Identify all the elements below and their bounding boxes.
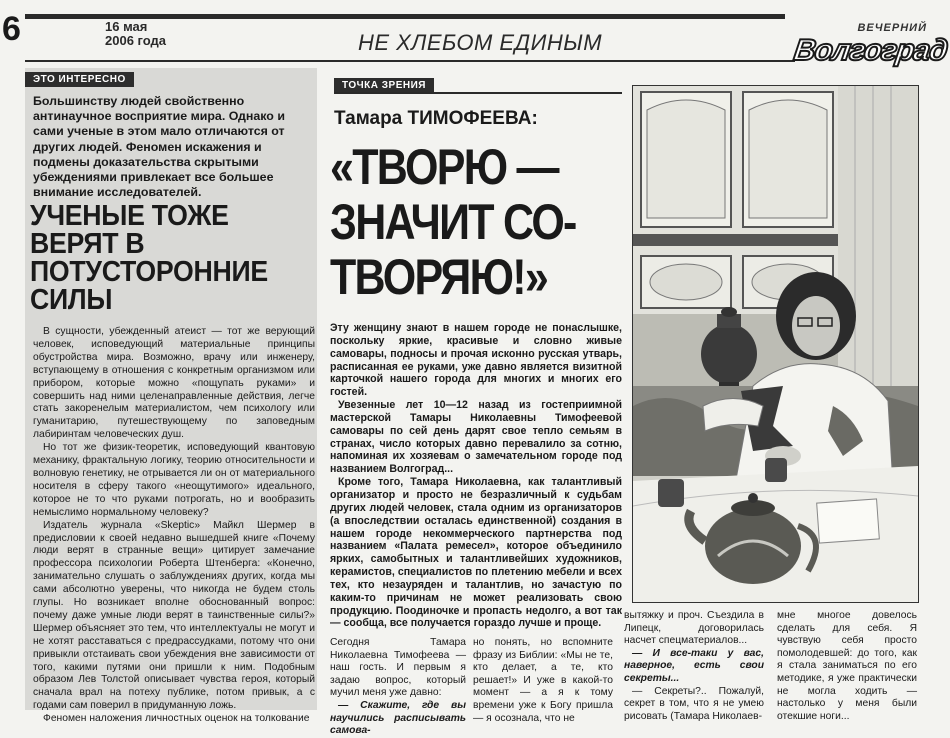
center-headline: «ТВОРЮ — ЗНАЧИТ СО-ТВОРЯЮ!» <box>330 139 576 305</box>
logo-title: Волгоград <box>791 34 950 67</box>
issue-date-day: 16 мая <box>105 19 148 34</box>
interview-column-4 <box>777 610 917 723</box>
issue-date-year: 2006 года <box>105 33 167 48</box>
article-photo <box>632 85 919 603</box>
interview-text: вытяжку и проч. Съездила в Липецк, договорилась насчет спецматериалов... <box>624 610 764 647</box>
center-paragraph: Кроме того, Тамара Николаевна, как талантливый организатор и просто не безразличный к судьбам других людей человек, стала одним из организаторов (а впоследствии осталась единственной) создания в нашем городе некоммерческого партнерства под названием «Палата ремесел», которое объединило ярких, самобытных и талантливейших художников, керамистов, специалистов по плетению мебели и всех тех, кто незауряден и талантлив, но зачастую по каким-то причинам не может реализовать свою продукцию. Поодиночке и пропасть недолго, а вот так — сообща, все получается гораздо лучше и проще. <box>330 476 622 630</box>
header-bottom-rule <box>25 60 795 62</box>
interview-column-1 <box>330 637 466 738</box>
center-paragraph: Увезенные лет 10—12 назад из гостеприимной мастерской Тамары Николаевны Тимофеевой самовары по сей день дарят свое тепло семьям в странах, число которых давно перевалило за сотню, напоминая их хозяевам о замечательном городе под названием Волгоград... <box>330 399 622 476</box>
left-paragraph: Издатель журнала «Skeptic» Майкл Шермер в предисловии к своей недавно вышедшей книге «Почему люди верят в странные вещи» цитирует замечание профессора психологии Роберта Штенберга: «Конечно, занимательно слушать о заблуждениях других, когда мы сами абсолютно уверены, что никогда не будем столь глупы. Но возникает вполне обоснованный вопрос: почему даже умные люди верят в таинственные силы?» Шермер объясняет это тем, что интеллектуалы не могут и не хотят расставаться с предрассудками, потому что они привыкли отстаивать свои убеждения вне зависимости от того, какими путями они пришли к ним. Подобным образом Лев Толстой описывает чувства героя, который сначала врал на потеху публике, потом привык, а с годами сам поверил в придуманную ложь. <box>33 519 315 712</box>
interview-text: но понять, но вспомните фразу из Библии: «Мы не те, кто делает, а те, кто решает!» И уже в какой-то момент — а я к тому времени уже к Богу пришла — я осознала, что не <box>473 637 613 724</box>
left-body <box>33 326 315 726</box>
interview-text: мне многое довелось сделать для себя. Я чувствую себя просто помолодевшей: до того, как я стала заниматься по его методике, я уже практически не могла ходить — настолько у меня были отекшие ноги... <box>777 610 917 722</box>
left-paragraph: Но тот же физик-теоретик, исповедующий квантовую механику, фрактальную логику, теорию относительности и волновую генетику, не отрывается ли он от материального носителя в сферу такого «неощутимого» идеального, которое не то что руками потрогать, но и вообразить немыслимо нормальному человеку? <box>33 442 315 518</box>
interview-question: — И все-таки у вас, наверное, есть свои секреты... <box>624 647 764 684</box>
left-lead: Большинству людей свойственно антинаучное восприятие мира. Однако и сами ученые в этом мало отличаются от других людей. Феномен искажения и подмены доказательства скрытыми убеждениями привлекает все большее внимание исследователей. <box>33 94 285 200</box>
article-author: Тамара ТИМОФЕЕВА: <box>334 108 538 129</box>
center-paragraph: Эту женщину знают в нашем городе не понаслышке, поскольку яркие, красивые и словно живые самовары, подносы и прочая исконно русская утварь, расписанная ее руками, уже давно является визитной карточкой нашего города для многих и многих его гостей. <box>330 322 622 399</box>
left-paragraph: Феномен наложения личностных оценок на толкование <box>43 713 310 725</box>
center-body <box>330 322 622 630</box>
center-rule <box>334 92 622 94</box>
interview-answer: — Секреты?.. Пожалуй, секрет в том, что я не умею рисовать (Тамара Николаев- <box>624 685 764 722</box>
newspaper-logo <box>790 22 950 67</box>
logo-subtitle: ВЕЧЕРНИЙ <box>857 22 927 34</box>
left-paragraph: В сущности, убежденный атеист — тот же верующий человек, исповедующий материальные принципы обустройства мира. Возможно, врачу или инженеру, вступающему в отношения с конкретным организмом или прибором, которые можно «пощупать руками» и совершить над ними целенаправленные действия, легче стать закоренелым материалистом, чем психологу или гуманитарию, путешествующему по заповедным лабиринтам человеческих душ. <box>33 326 315 441</box>
issue-date <box>105 20 166 48</box>
left-headline: УЧЕНЫЕ ТОЖЕ ВЕРЯТ В ПОТУСТОРОННИЕ СИЛЫ <box>30 200 268 316</box>
center-kicker: ТОЧКА ЗРЕНИЯ <box>334 78 434 93</box>
interview-question: — Скажите, где вы научились расписывать самова- <box>330 699 466 737</box>
page-number: 6 <box>2 10 20 48</box>
interview-column-2 <box>473 637 613 725</box>
photo-woman-at-table <box>633 86 918 602</box>
interview-column-3 <box>624 610 764 723</box>
section-title: НЕ ХЛЕБОМ ЕДИНЫМ <box>357 30 603 55</box>
interview-text: Сегодня Тамара Николаевна Тимофеева — наш гость. И первым я задаю вопрос, который мучил меня уже давно: <box>330 637 466 699</box>
left-kicker: ЭТО ИНТЕРЕСНО <box>25 72 134 87</box>
